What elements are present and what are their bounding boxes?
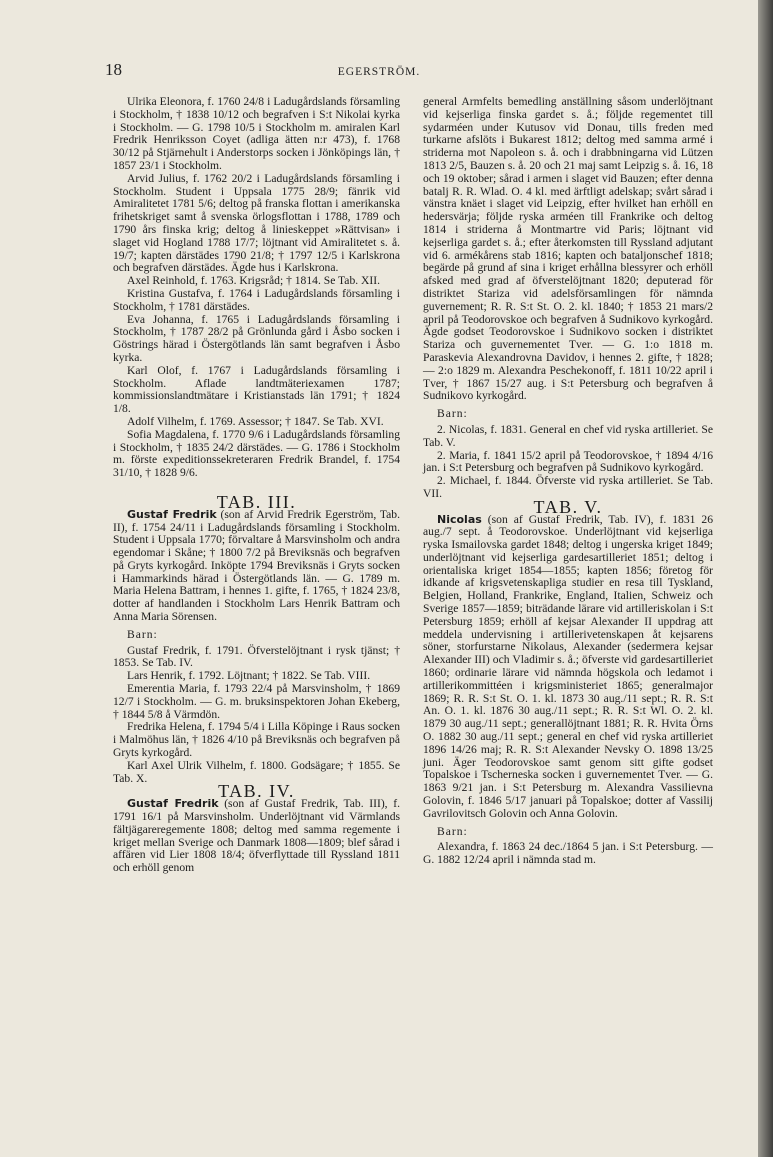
children-label: Barn:	[437, 824, 468, 838]
entry-michael: 2. Michael, f. 1844. Öfverste vid ryska artilleriet. Se Tab. VII.	[423, 474, 713, 500]
table-heading-iii: TAB. III.	[216, 491, 297, 512]
table-heading-v: TAB. V.	[533, 496, 603, 517]
entry-sofia: Sofia Magdalena, f. 1770 9/6 i Ladugårdslands församling i Stockholm, † 1835 24/2 därstädes. — G. 1786 i Stockholm m. förste expeditionssekreteraren Fredrik Brandel, f. 1754 31/10, † 1828 9/6.	[113, 427, 400, 480]
book-edge	[758, 0, 773, 1157]
children-label: Barn:	[437, 407, 468, 421]
entry-ulrika: Ulrika Eleonora, f. 1760 24/8 i Ladugårdslands församling i Stockholm, † 1838 10/12 och begrafven i S:t Nikolai kyrka i Stockholm. — G. 1798 10/5 i Stockholm m. amiralen Karl Fredrik Henriksson Coyet (adliga ätten n:r 473), f. 1768 30/12 på Stjärnehult i Anderstorps socken i Jönköpings län, † 1857 23/1 i Stockholm.	[113, 95, 400, 172]
running-head: EGERSTRÖM.	[337, 66, 421, 78]
right-column	[423, 96, 713, 867]
entry-lars-henrik: Lars Henrik, f. 1792. Löjtnant; † 1822. Se Tab. VIII.	[127, 669, 371, 683]
entry-karl-olof: Karl Olof, f. 1767 i Ladugårdslands församling i Stockholm. Aflade landtmäteriexamen 1787; kommissionslandtmätare i Kristianstads län 1791; † 1824 1/8.	[113, 363, 400, 416]
entry-gustaf-child: Gustaf Fredrik, f. 1791. Öfverstelöjtnant i rysk tjänst; † 1853. Se Tab. IV.	[113, 643, 400, 670]
entry-gustaf-fredrik-tab3: Gustaf Fredrik (son af Arvid Fredrik Egerström, Tab. II), f. 1754 24/11 i Ladugårdslands församling i Stockholm. Student i Uppsala 1770; förvaltare å Marsvinsholm och andra egendomar i Skåne; † 1800 7/2 på Breviksnäs och begrafven på Gryts kyrkogård. Inköpte 1794 Breviksnäs i Gryts socken i Hammarkinds härad i Östergötlands län. — G. 1789 m. Maria Helena Battram, i hennes 1. gifte, f. 1765, † 1824 23/8, dotter af handlanden i Stockholm Lars Henrik Battram och Anna Maria Sörensen.	[113, 507, 400, 624]
entry-adolf: Adolf Vilhelm, f. 1769. Assessor; † 1847. Se Tab. XVI.	[127, 414, 384, 428]
entry-gustaf-fredrik-cont: general Armfelts bemedling anställning såsom underlöjtnant vid kejserliga finska gardet s. å.; följde regementet till sydarméen under Kutusov vid Donau, tills freden med turkarne afslöts i Bukarest 1812; deltog med samma armé i striderna mot Napoleon s. å. och i drabbningarna vid Lützen 1813 2/5, Bauzen s. å. 20 och 21 maj samt Leipzig s. å. 16, 18 och 19 oktober; sårad i armen i slaget vid Bauzen; efter denna batalj R. R. Wlad. O. 4 kl. med ärftligt adelskap; svårt sårad i vänstra knäet i slaget vid Leipzig, efter hvilket han erhöll en hedersvärja; följde ryska arméen till Frankrike och deltog 1814 i striderna å Montmartre vid Paris; löjtnant vid kejserliga gardet s. å.; efter återkomsten till Ryssland adjutant vid 6. armékårens stab 1816; kapten och bataljonschef 1818; begärde på grund af sina i kriget erhållna blessyrer och erhöll afsked med grad af öfverstelöjtnant 1820; deputerad för distriktet Stariza vid adelsförsamlingen för nämnda guvernement; R. R. S:t St. O. 2. kl. 1840; † 1853 21 mars/2 april på Teodorovskoe och begrafven å Sudnikovo kyrkogård. Ägde godset Teodorovskoe i Sudnikovo socken i distriktet Stariza och guvernementet Tver. — G. 1:o 1818 m. Paraskevia Alexandrovna Davidov, i hennes 2. gifte, † 1828; — 2:o 1829 m. Alexandra Peschekonoff, f. 1811 10/22 april i Tver, † 1867 15/27 aug. i S:t Petersburg och begrafven å Sudnikovo kyrkogård.	[423, 95, 713, 403]
entry-maria: 2. Maria, f. 1841 15/2 april på Teodorovskoe, † 1894 4/16 jan. i S:t Petersburg och begrafven på Sudnikovo kyrkogård.	[423, 448, 713, 475]
entry-nicolas-tab5: Nicolas (son af Gustaf Fredrik, Tab. IV), f. 1831 26 aug./7 sept. å Teodorovskoe. Underlöjtnant vid kejserliga ryska Ismailovska gardet 1848; deltog i ungerska kriget 1849; underlöjtnant vid kejserliga gardesartilleriet 1851; deltog i orientaliska kriget 1854—1855; kapten 1856; företog för idkande af krigsvetenskapliga studier en resa till Tyskland, Belgien, Holland, Frankrike, England, Italien, Schweiz och Sverige 1857—1859; biträdande lärare vid artilleriskolan i S:t Petersburg 1859; erhöll af kejsar Alexander II uppdrag att meddela undervisning i artillerivetenskapen åt kejsarens söner, storfurstarne Nikolaus, Alexander (sedermera kejsar Alexander III) och Vladimir s. å.; öfverste vid gardesartilleriet 1860; ordinarie lärare vid nämnda högskola och ledamot i artillerikommittéen i krigsministeriet 1865; generalmajor 1869; R. R. S:t St. O. 1. kl. 1873 30 aug./11 sept.; R. R. S:t An. O. 1. kl. 1876 30 aug./11 sept.; R. R. S:t Wl. O. 2. kl. 1879 30 aug./11 sept.; generallöjtnant 1881; R. R. Hvita Örns O. 1882 30 aug./11 sept.; general en chef vid ryska artilleriet 1896 14/26 maj; R. R. S:t Alexander Nevsky O. 1898 13/25 juni. Äger Teodorovskoe samt genom sitt gifte godset Topalskoe i Tscherneska socken i guvernementet Tver. — G. 1863 9/21 jan. i S:t Petersburg m. Alexandra Vassilievna Golovin, f. 1846 5/17 januari på Topalskoe; dotter af Vassilij Gavrilovitsch Golovin och Anna Golovin.	[423, 512, 713, 820]
children-label: Barn:	[127, 627, 158, 641]
table-heading-iv: TAB. IV.	[218, 781, 295, 802]
left-column	[113, 96, 400, 875]
entry-kristina: Kristina Gustafva, f. 1764 i Ladugårdslands församling i Stockholm, † 1781 därstädes.	[113, 286, 400, 313]
entry-gustaf-fredrik-tab4: Gustaf Fredrik (son af Gustaf Fredrik, Tab. III), f. 1791 16/1 på Marsvinsholm. Underlöjtnant vid Värmlands fältjägareregemente 1808; deltog med samma regemente i kriget mellan Sverige och Danmark 1808—1809; blef sårad i affären vid Lier 1808 18/4; öfverflyttade till Ryssland 1811 och erhöll genom	[113, 797, 400, 875]
entry-emerentia: Emerentia Maria, f. 1793 22/4 på Marsvinsholm, † 1869 12/7 i Stockholm. — G. m. bruksinspektoren Johan Ekeberg, † 1844 5/8 å Värmdön.	[113, 682, 400, 721]
entry-name: Gustaf Fredrik	[127, 507, 217, 521]
page-number: 18	[105, 60, 122, 79]
entry-name: Nicolas	[437, 512, 482, 526]
entry-nicolas-child: 2. Nicolas, f. 1831. General en chef vid ryska artilleriet. Se Tab. V.	[423, 422, 713, 449]
entry-axel-reinhold: Axel Reinhold, f. 1763. Krigsråd; † 1814. Se Tab. XII.	[127, 274, 381, 288]
entry-alexandra: Alexandra, f. 1863 24 dec./1864 5 jan. i S:t Petersburg. — G. 1882 12/24 april i nämnda stad m.	[423, 840, 713, 867]
entry-name: Gustaf Fredrik	[127, 797, 219, 811]
entry-eva: Eva Johanna, f. 1765 i Ladugårdslands församling i Stockholm, † 1787 28/2 på Grönlunda gård i Åsbo socken i Göstrings härad i Östergötlands län samt begrafven i Åsbo kyrka.	[113, 312, 400, 364]
entry-karl-axel: Karl Axel Ulrik Vilhelm, f. 1800. Godsägare; † 1855. Se Tab. X.	[113, 758, 400, 785]
entry-fredrika: Fredrika Helena, f. 1794 5/4 i Lilla Köpinge i Raus socken i Malmöhus län, † 1826 4/10 på Breviksnäs och begrafven på Gryts kyrkogård.	[113, 720, 400, 760]
entry-arvid-julius: Arvid Julius, f. 1762 20/2 i Ladugårdslands församling i Stockholm. Student i Uppsala 1775 28/9; fänrik vid Amiralitetet 1781 5/6; deltog på franska flottan i amerikanska frihetskriget samt å svenska örlogsflottan i 1788, 1789 och 1790 års finska krig; deltog å linieskeppet »Rättvisan» i slaget vid Hogland 1788 17/7; löjtnant vid Amiralitetet s. å. 19/7; kapten därstädes 1790 21/8; † 1797 12/5 i Karlskrona och begrafven därstädes. Ägde hus i Karlskrona.	[113, 171, 400, 275]
